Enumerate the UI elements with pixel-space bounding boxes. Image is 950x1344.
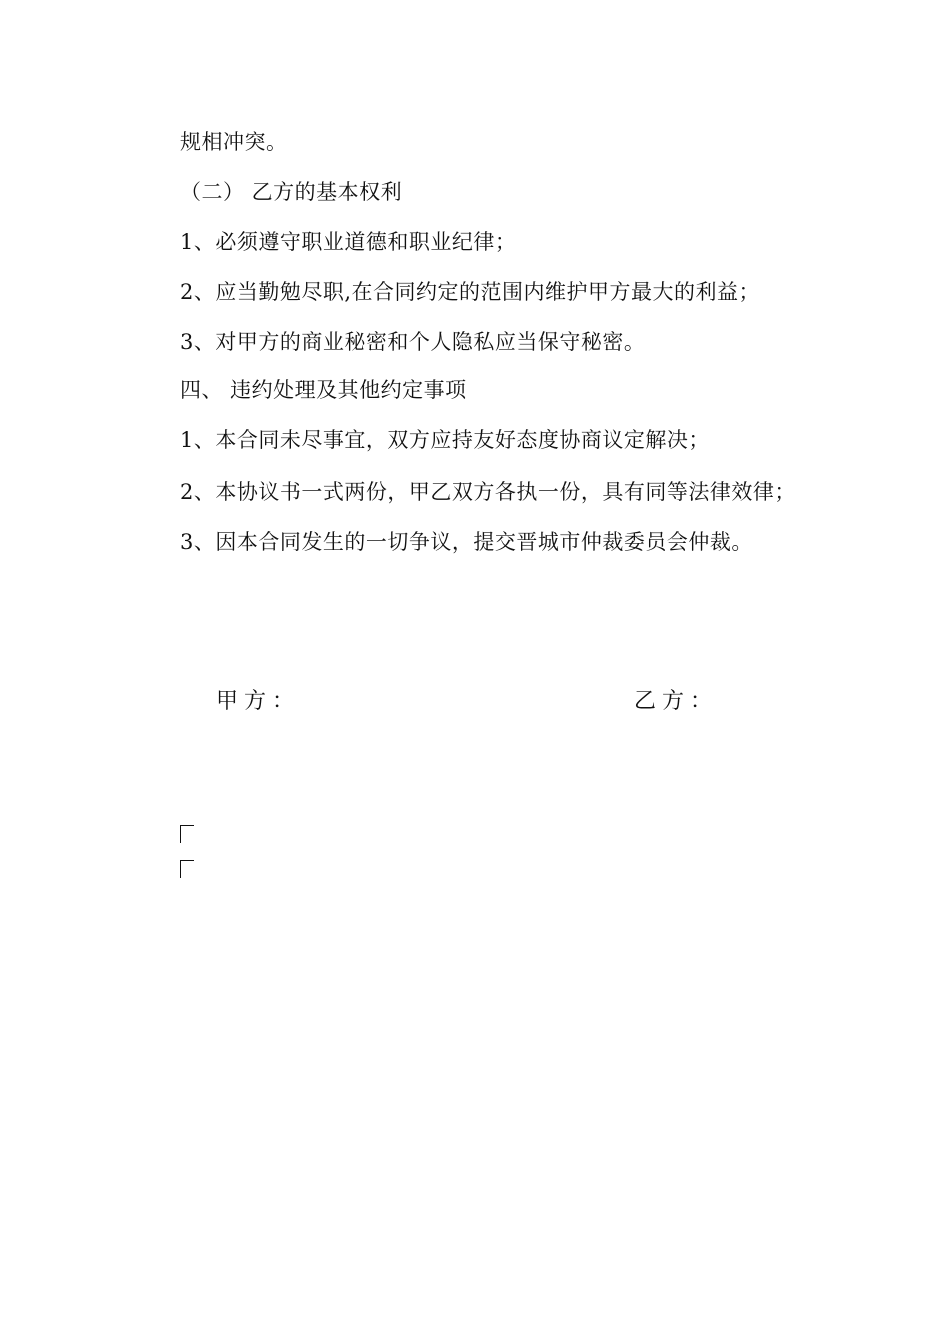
clause-b-2: 2、应当勤勉尽职,在合同约定的范围内维护甲方最大的利益； [180, 280, 761, 304]
clause-4-2: 2、本协议书一式两份，甲乙双方各执一份，具有同等法律效律； [180, 480, 796, 504]
signature-party-a: 甲方： [216, 689, 301, 714]
clause-b-1: 1、必须遵守职业道德和职业纪律； [180, 230, 517, 254]
signature-party-b: 乙方： [634, 689, 719, 714]
checkbox-mark [180, 860, 194, 878]
section-heading-party-b-rights: （二） 乙方的基本权利 [180, 180, 403, 204]
clause-4-3: 3、因本合同发生的一切争议，提交晋城市仲裁委员会仲裁。 [180, 530, 753, 554]
clause-4-1: 1、本合同未尽事宜，双方应持友好态度协商议定解决； [180, 428, 710, 452]
clause-b-3: 3、对甲方的商业秘密和个人隐私应当保守秘密。 [180, 330, 646, 354]
checkbox-mark [180, 825, 194, 843]
section-heading-breach: 四、 违约处理及其他约定事项 [180, 378, 467, 402]
text-line-continuation: 规相冲突。 [180, 130, 288, 154]
